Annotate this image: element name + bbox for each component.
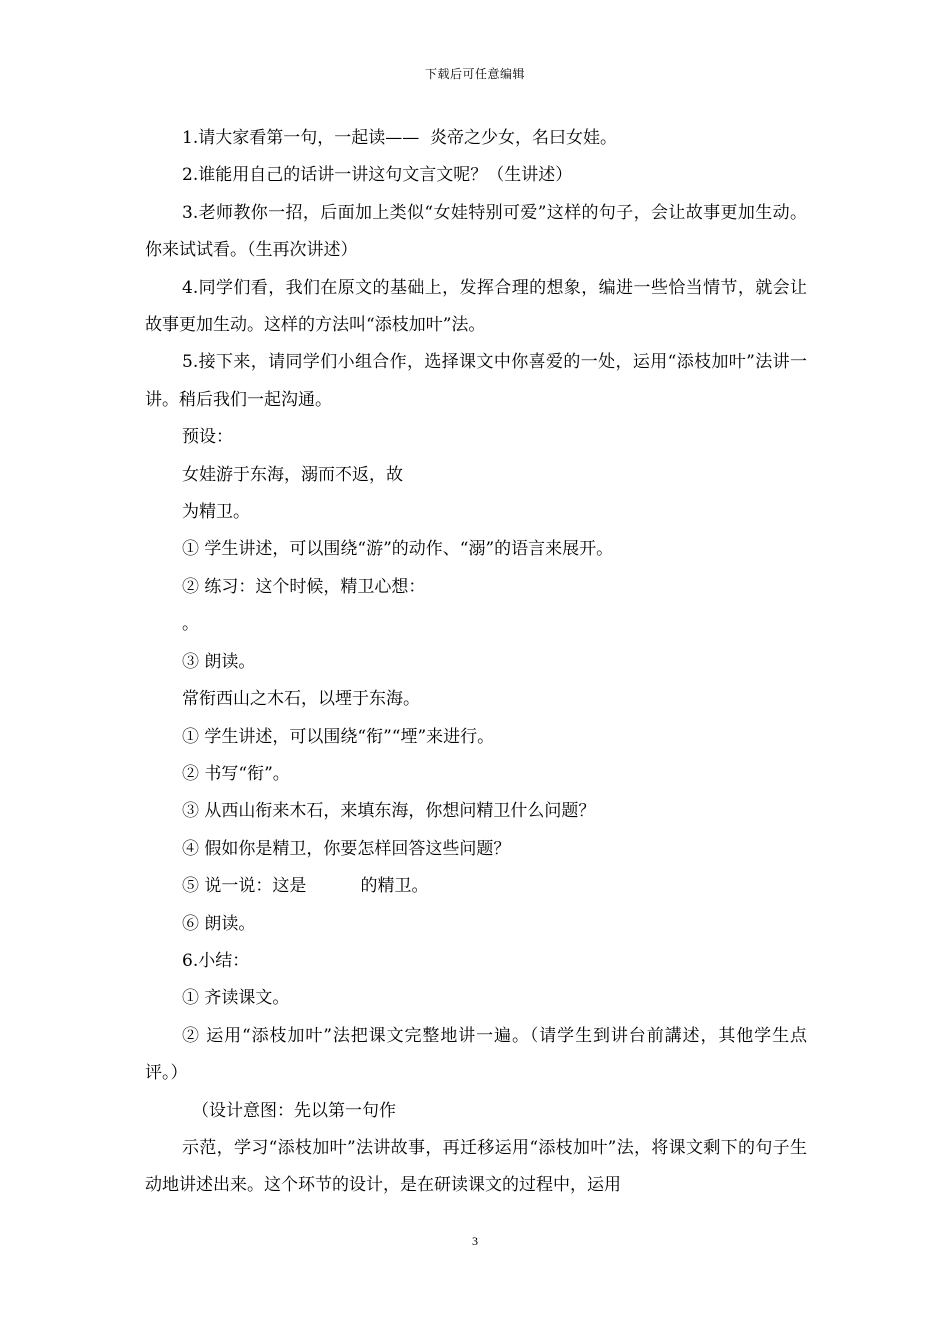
list-item: ⑥ 朗读。: [182, 913, 256, 934]
list-item: ② 练习：这个时候，精卫心想：: [182, 576, 426, 597]
list-item: ① 学生讲述，可以围绕“游”的动作、“溺”的语言来展开。: [182, 539, 614, 560]
document-body: [145, 120, 807, 1205]
paragraph-step-2: 2.谁能用自己的话讲一讲这句文言文呢？（生讲述）: [182, 165, 573, 186]
list-item: ③ 朗读。: [182, 651, 256, 672]
list-item: ④ 假如你是精卫，你要怎样回答这些问题？: [182, 838, 511, 859]
paragraph-design-intent-continued: 示范，学习“添枝加叶”法讲故事，再迁移运用“添枝加叶”法，将课文剩下的句子生动地讲述出来。这个环节的设计，是在研读课文的过程中，运用: [145, 1137, 807, 1196]
paragraph-step-6: 6.小结：: [182, 950, 250, 971]
page-header: 下载后可任意编辑: [424, 67, 525, 81]
list-item: 。: [182, 614, 199, 635]
paragraph-design-intent: （设计意图：先以第一句作: [192, 1100, 396, 1121]
paragraph-step-3: 3.老师教你一招，后面加上类似“女娃特别可爱”这样的句子，会让故事更加生动。你来试试看。（生再次讲述）: [145, 202, 807, 261]
list-item: ② 书写“衔”。: [182, 763, 290, 784]
paragraph-quote-1-end: 为精卫。: [182, 502, 250, 523]
list-item: ① 学生讲述，可以围绕“衔”“堙”来进行。: [182, 726, 495, 747]
paragraph-quote-2: 常衔西山之木石，以堙于东海。: [182, 689, 420, 710]
list-item: ① 齐读课文。: [182, 988, 290, 1009]
paragraph-preset-label: 预设：: [182, 427, 233, 448]
list-item: ② 运用“添枝加叶”法把课文完整地讲一遍。（请学生到讲台前講述，其他学生点评。）: [145, 1025, 807, 1084]
list-item: ⑤ 说一说：这是 的精卫。: [182, 876, 429, 897]
paragraph-quote-1: 女娃游于东海，溺而不返，故: [182, 464, 403, 485]
list-item: ③ 从西山衔来木石，来填东海，你想问精卫什么问题？: [182, 801, 596, 822]
paragraph-step-5: 5.接下来，请同学们小组合作，选择课文中你喜爱的一处，运用“添枝加叶”法讲一讲。稍后我们一起沟通。: [145, 352, 807, 410]
page-number: 3: [472, 1234, 478, 1248]
paragraph-step-4: 4.同学们看，我们在原文的基础上，发挥合理的想象，编进一些恰当情节，就会让故事更加生动。这样的方法叫“添枝加叶”法。: [145, 277, 807, 336]
paragraph-step-1: 1.请大家看第一句，一起读—— 炎帝之少女，名曰女娃。: [182, 128, 618, 148]
